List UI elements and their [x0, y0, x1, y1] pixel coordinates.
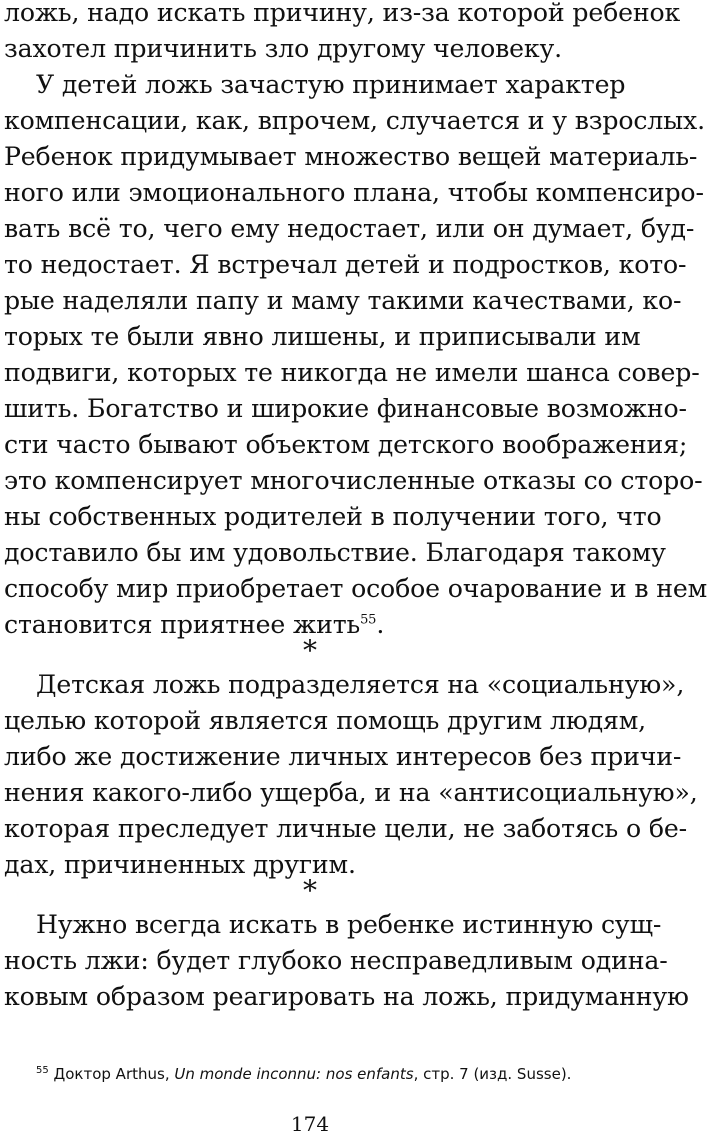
- text-line: шить. Богатство и широкие финансовые возможно-: [4, 394, 687, 423]
- text-line: компенсации, как, впрочем, случается и у взрослых.: [4, 106, 705, 135]
- text-line: Детская ложь подразделяется на «социальную»,: [36, 670, 685, 699]
- footnote-reference[interactable]: 55: [360, 612, 377, 628]
- text-line: захотел причинить зло другому человеку.: [4, 34, 563, 63]
- section-separator: *: [303, 874, 317, 907]
- text-line: подвиги, которых те никогда не имели шанса совер-: [4, 358, 700, 387]
- footnote-details: , стр. 7 (изд. Susse).: [413, 1065, 572, 1083]
- text-line: рые наделяли папу и маму такими качествами, ко-: [4, 286, 682, 315]
- footnote-author: Доктор Arthus,: [53, 1065, 170, 1083]
- text-line: которая преследует личные цели, не заботясь о бе-: [4, 814, 687, 843]
- text-fragment: .: [376, 610, 385, 639]
- footnote-mark: 55: [36, 1065, 49, 1076]
- text-line: сти часто бывают объектом детского воображения;: [4, 430, 688, 459]
- text-line: нения какого-либо ущерба, и на «антисоциальную»,: [4, 778, 698, 807]
- text-line: ложь, надо искать причину, из-за которой ребенок: [4, 0, 681, 27]
- page-number: 174: [290, 1112, 330, 1136]
- text-line: способу мир приобретает особое очарование и в нем: [4, 574, 707, 603]
- text-line: дах, причиненных другим.: [4, 850, 356, 879]
- text-line: ковым образом реагировать на ложь, придуманную: [4, 982, 689, 1011]
- text-line: ного или эмоционального плана, чтобы компенсиро-: [4, 178, 704, 207]
- footnote-title: Un monde inconnu: nos enfants: [174, 1065, 414, 1083]
- text-line: это компенсирует многочисленные отказы со сторо-: [4, 466, 703, 495]
- text-line: доставило бы им удовольствие. Благодаря такому: [4, 538, 666, 567]
- section-separator: *: [303, 634, 317, 667]
- text-line: целью которой является помощь другим людям,: [4, 706, 646, 735]
- text-fragment: становится приятнее жить: [4, 610, 361, 639]
- text-line: ность лжи: будет глубоко несправедливым одина-: [4, 946, 668, 975]
- text-line: либо же достижение личных интересов без причи-: [4, 742, 682, 771]
- text-line: Ребенок придумывает множество вещей материаль-: [4, 142, 698, 171]
- text-line: вать всё то, чего ему недостает, или он думает, буд-: [4, 214, 695, 243]
- text-line: У детей ложь зачастую принимает характер: [36, 70, 626, 99]
- text-line: торых те были явно лишены, и приписывали им: [4, 322, 641, 351]
- text-line: ны собственных родителей в получении того, что: [4, 502, 662, 531]
- footnote: [36, 1064, 596, 1084]
- text-line: Нужно всегда искать в ребенке истинную сущ-: [36, 910, 662, 939]
- text-line: то недостает. Я встречал детей и подростков, кото-: [4, 250, 687, 279]
